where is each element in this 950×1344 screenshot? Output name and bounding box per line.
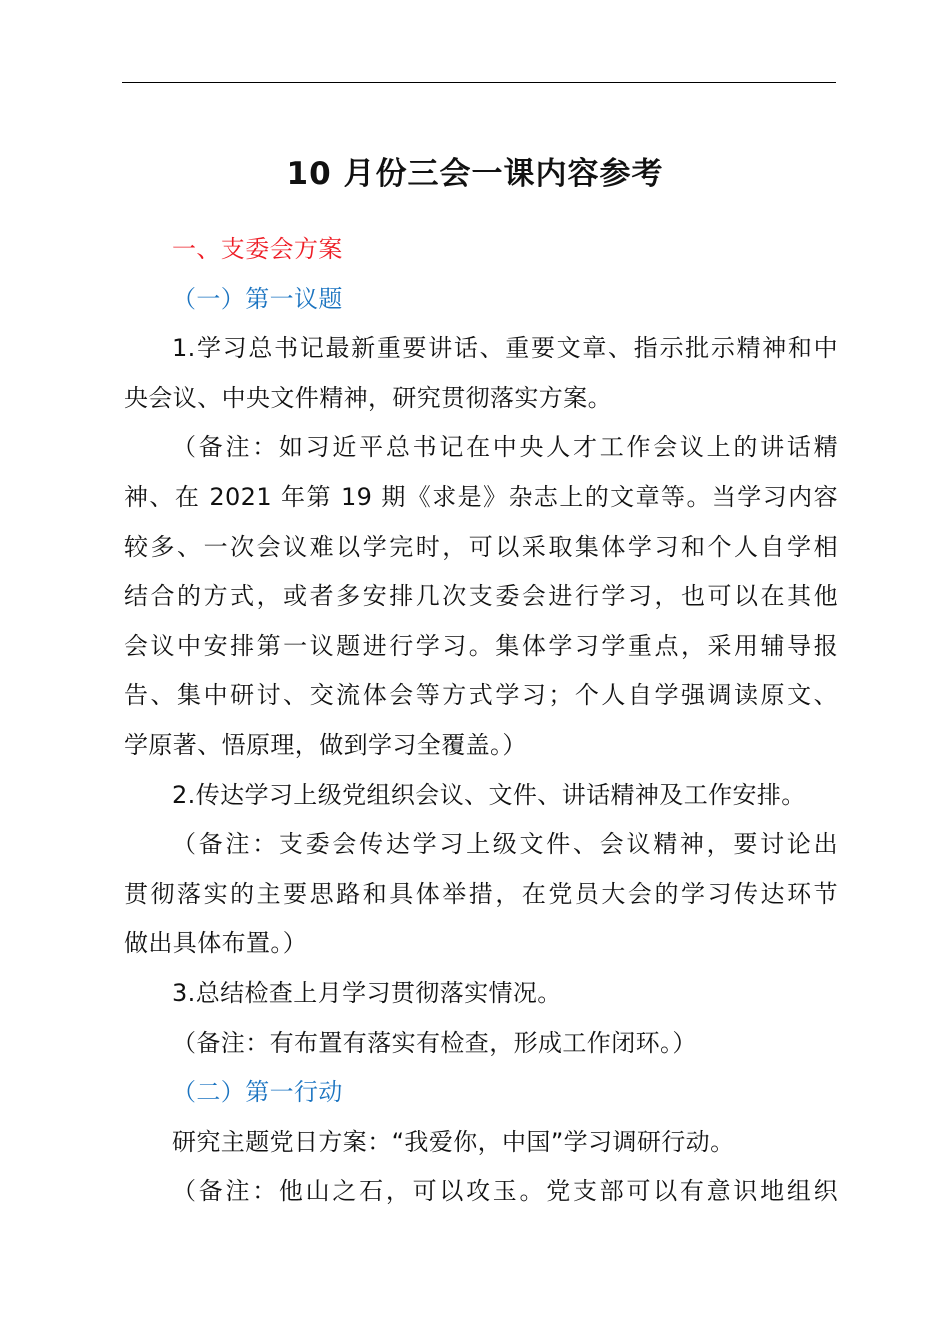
paragraph-line: 较多、一次会议难以学完时，可以采取集体学习和个人自学相 xyxy=(124,532,838,561)
sub-heading-first-action: （二）第一行动 xyxy=(172,1078,343,1107)
document-title: 10 月份三会一课内容参考 xyxy=(286,156,664,192)
paragraph-line: 会议中安排第一议题进行学习。集体学习学重点，采用辅导报 xyxy=(124,631,838,660)
paragraph-line: 央会议、中央文件精神，研究贯彻落实方案。 xyxy=(124,383,612,412)
paragraph-line: （备注：他山之石，可以攻玉。党支部可以有意识地组织 xyxy=(172,1177,838,1206)
paragraph-line: （备注：有布置有落实有检查，形成工作闭环。） xyxy=(172,1028,697,1057)
paragraph-line: 贯彻落实的主要思路和具体举措，在党员大会的学习传达环节 xyxy=(124,879,838,908)
header-rule xyxy=(122,82,836,83)
paragraph-line: 研究主题党日方案：“我爱你，中国”学习调研行动。 xyxy=(172,1127,735,1156)
paragraph-line: 结合的方式，或者多安排几次支委会进行学习，也可以在其他 xyxy=(124,582,838,611)
paragraph-line: 学原著、悟原理，做到学习全覆盖。） xyxy=(124,730,527,759)
paragraph-line: 1.学习总书记最新重要讲话、重要文章、指示批示精神和中 xyxy=(172,334,838,363)
sub-heading-first-topic: （一）第一议题 xyxy=(172,284,343,313)
paragraph-line: 神、在 2021 年第 19 期《求是》杂志上的文章等。当学习内容 xyxy=(124,482,838,511)
paragraph-line: 3.总结检查上月学习贯彻落实情况。 xyxy=(172,978,562,1007)
paragraph-line: （备注：如习近平总书记在中央人才工作会议上的讲话精 xyxy=(172,433,838,462)
paragraph-line: 做出具体布置。） xyxy=(124,929,308,958)
paragraph-line: （备注：支委会传达学习上级文件、会议精神，要讨论出 xyxy=(172,830,838,859)
paragraph-line: 2.传达学习上级党组织会议、文件、讲话精神及工作安排。 xyxy=(172,780,806,809)
paragraph-line: 告、集中研讨、交流体会等方式学习；个人自学强调读原文、 xyxy=(124,681,838,710)
document-body xyxy=(124,225,838,1217)
section-heading: 一、支委会方案 xyxy=(172,235,343,263)
